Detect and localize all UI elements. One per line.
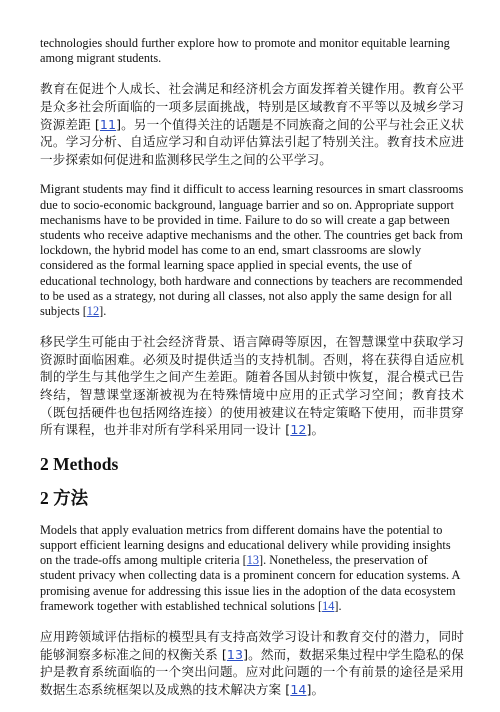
- paragraph-text: 教育在促进个人成长、社会满足和经济机会方面发挥着关键作用。教育公平是众多社会所面临的一项多层面挑战，特别是区域教育不平等以及城乡学习资源差距 [: [40, 81, 464, 132]
- paragraph-zh-1: [40, 80, 464, 168]
- paragraph-text: Migrant students may find it difficult to access learning resources in smart classrooms due to socio-economic background, language barrier and so on. Appropriate support mechanisms have to be provided in time. Failure to do so will create a gap between students who receive adaptive mechanisms and the other. The countries get back from lockdown, the hybrid model has come to an end, smart classrooms are slowly considered as the formal learning space applied in special events, the use of educational technology, both hardware and connections by teachers are recommended to be used as a strategy, not during all classes, not also apply the same design for all subjects [: [40, 182, 464, 318]
- paragraph-zh-3: [40, 628, 464, 698]
- paragraph-text: ]。: [306, 422, 325, 438]
- citation-link-13[interactable]: 13: [246, 553, 259, 568]
- section-heading-zh: 2 方法: [40, 487, 89, 508]
- paragraph-text: ].: [99, 304, 107, 318]
- citation-link-14[interactable]: 14: [322, 598, 335, 613]
- paragraph-en-3: [40, 523, 464, 614]
- paragraph-en-2: [40, 182, 464, 319]
- document-page: [40, 36, 464, 712]
- paragraph-text: 应用跨领域评估指标的模型具有支持高效学习设计和教育交付的潜力，同时能够洞察多标准之间的权衡关系 [: [40, 628, 464, 662]
- paragraph-text: 移民学生可能由于社会经济背景、语言障碍等原因，在智慧课堂中获取学习资源时面临困难。必须及时提供适当的支持机制。否则，将在获得自适应机制的学生与其他学生之间产生差距。随着各国从封锁中恢复，混合模式已告终结，智慧课堂逐渐被视为在特殊情境中应用的正式学习空间；教育技术（既包括硬件也包括网络连接）的使用被建议在特定策略下使用，而非贯穿所有课程，也并非对所有学科采用同一设计 [: [40, 334, 464, 438]
- citation-link-13[interactable]: 13: [226, 646, 244, 662]
- paragraph-text: ]。然而，数据采集过程中学生隐私的保护是教育系统面临的一个突出问题。应对此问题的一个有前景的途径是采用数据生态系统框架以及成熟的技术解决方案 [: [40, 646, 464, 697]
- paragraph-zh-2: [40, 333, 464, 439]
- paragraph-text: Models that apply evaluation metrics from different domains have the potential to support efficient learning designs and educational delivery while providing insights on the trade-offs among multiple criteria [: [40, 522, 451, 568]
- paragraph-text: ]. Nonetheless, the preservation of student privacy when collecting data is a prominent concern for education systems. A promising avenue for addressing this issue lies in the adoption of the data ecosystem framework together with established technical solutions [: [40, 553, 460, 613]
- paragraph-en-1: [40, 36, 464, 66]
- citation-link-12[interactable]: 12: [86, 304, 100, 318]
- paragraph-text: technologies should further explore how to promote and monitor equitable learning among migrant students.: [40, 36, 450, 66]
- citation-link-14[interactable]: 14: [290, 681, 307, 697]
- paragraph-text: ]。另一个值得关注的话题是不同族裔之间的公平与社会正义状况。学习分析、自适应学习和自动评估算法引起了特别关注。教育技术应进一步探索如何促进和监测移民学生之间的公平学习。: [40, 116, 464, 167]
- citation-link-12[interactable]: 12: [290, 422, 307, 438]
- section-heading-en: 2 Methods: [40, 453, 119, 474]
- paragraph-text: ]。: [306, 681, 325, 697]
- paragraph-text: ].: [334, 598, 342, 613]
- citation-link-11[interactable]: 11: [99, 116, 117, 132]
